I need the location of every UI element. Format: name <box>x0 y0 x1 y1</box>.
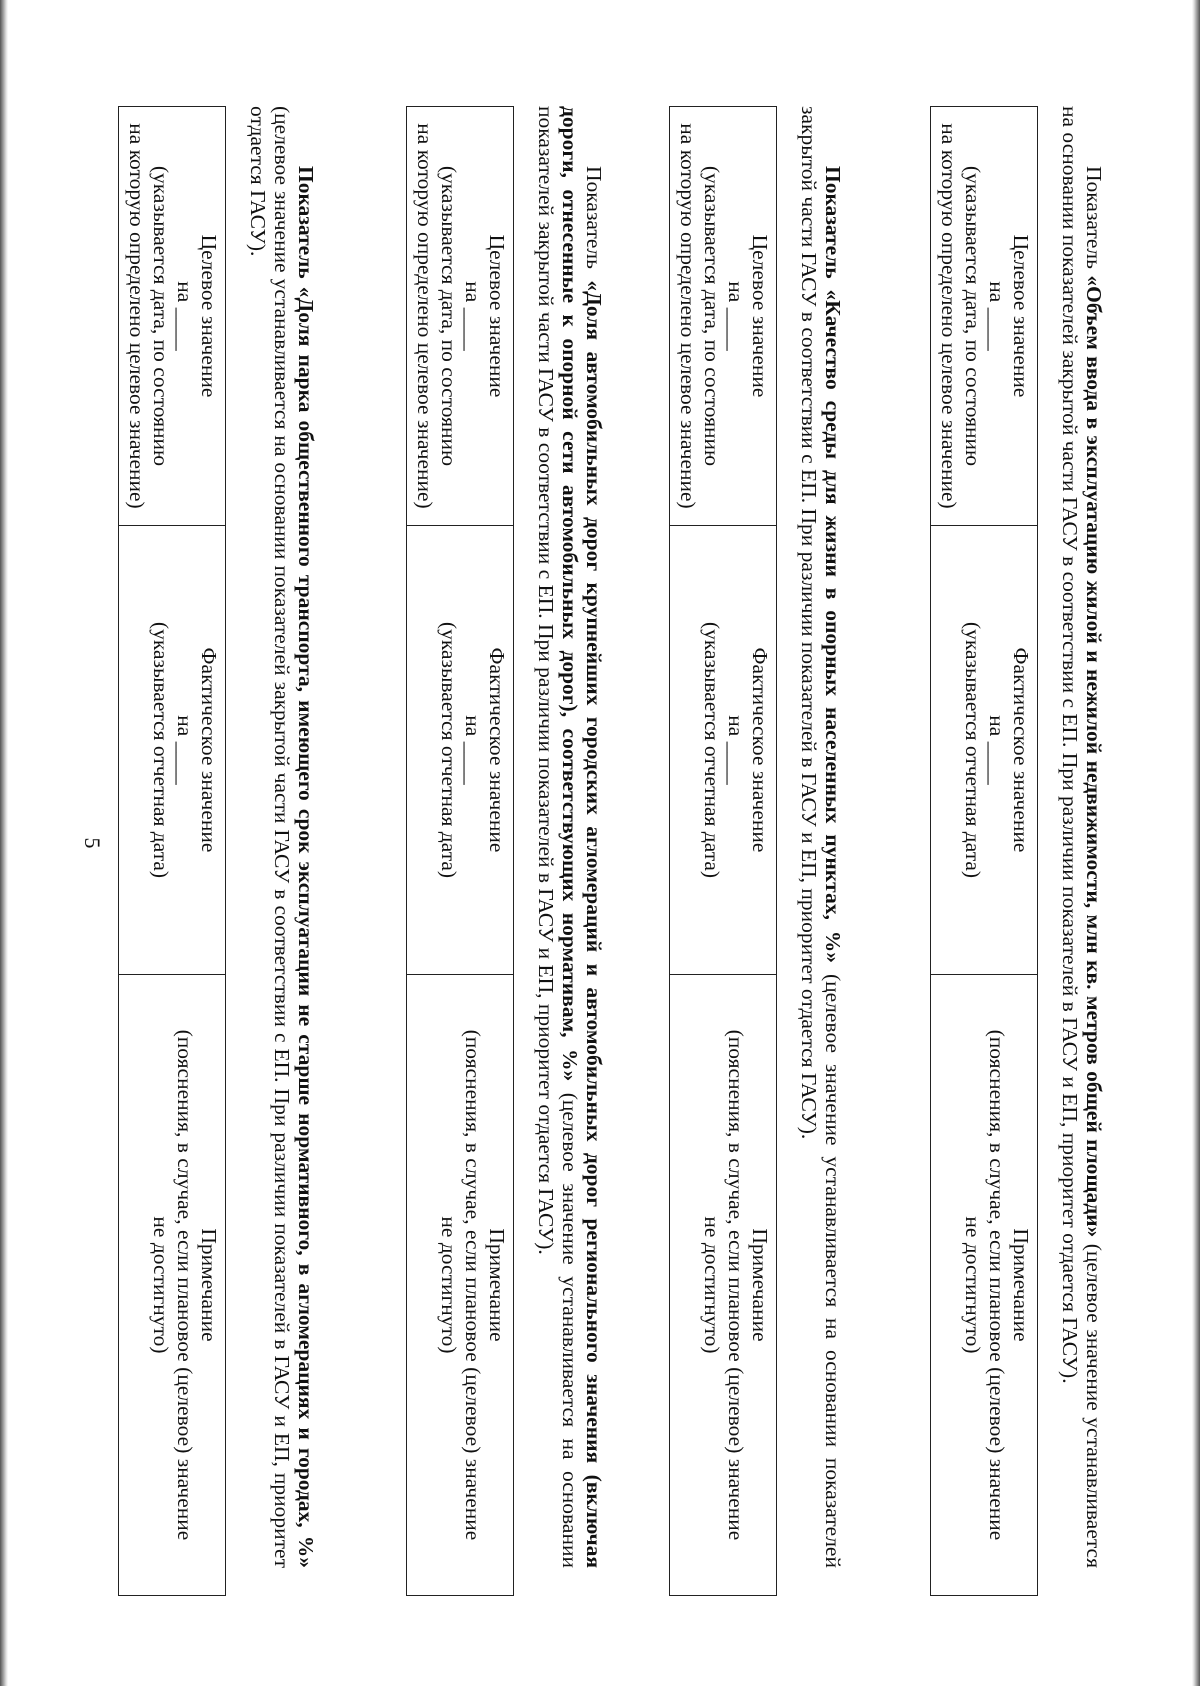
actual-value-date-blank: на ____ <box>985 715 1009 785</box>
actual-value-label: Фактическое значение <box>197 647 221 853</box>
target-value-cell <box>931 107 1038 526</box>
target-value-hint-cont: на которую определено целевое значение) <box>413 123 437 509</box>
note-hint-cont: не достигнуто) <box>149 1216 173 1354</box>
indicator-paragraph <box>246 106 318 1568</box>
target-value-hint-cont: на которую определено целевое значение) <box>676 123 700 509</box>
indicator-description: (целевое значение устанавливается на основании показателей закрытой части ГАСУ в соответствии с ЕП. При различии показателей в ГАСУ и ЕП, приоритет отдается ГАСУ). <box>534 106 582 1568</box>
indicator-title: «Объем ввода в эксплуатацию жилой и нежилой недвижимости, млн кв. метров общей площади» <box>1082 275 1106 1238</box>
actual-value-hint: (указывается отчетная дата) <box>149 621 173 879</box>
target-value-hint-cont: на которую определено целевое значение) <box>125 123 149 509</box>
target-value-hint: (указывается дата, по состоянию <box>149 165 173 467</box>
indicator-lead: Показатель <box>582 166 606 281</box>
note-hint: (пояснения, в случае, если плановое (целевое) значение <box>461 1029 485 1541</box>
target-value-cell <box>407 107 514 526</box>
target-value-cell <box>119 107 226 526</box>
page-number: 5 <box>80 837 105 849</box>
indicator-section-4 <box>118 106 318 1568</box>
note-label: Примечание <box>485 1228 509 1342</box>
note-hint: (пояснения, в случае, если плановое (целевое) значение <box>985 1029 1009 1541</box>
indicator-paragraph <box>797 106 845 1568</box>
actual-value-cell <box>119 526 226 975</box>
target-value-label: Целевое значение <box>197 234 221 398</box>
indicator-table <box>669 106 777 1596</box>
indicator-title: Показатель «Качество среды для жизни в опорных населенных пунктах, %» <box>821 166 845 964</box>
actual-value-hint: (указывается отчетная дата) <box>961 621 985 879</box>
note-cell <box>119 975 226 1596</box>
note-label: Примечание <box>197 1228 221 1342</box>
target-value-hint: (указывается дата, по состоянию <box>961 165 985 467</box>
target-value-label: Целевое значение <box>1009 234 1033 398</box>
note-hint-cont: не достигнуто) <box>700 1216 724 1354</box>
actual-value-cell <box>670 526 777 975</box>
note-cell <box>670 975 777 1596</box>
indicator-table <box>406 106 514 1596</box>
note-label: Примечание <box>1009 1228 1033 1342</box>
note-hint-cont: не достигнуто) <box>437 1216 461 1354</box>
indicator-section-3 <box>406 106 606 1568</box>
indicator-title: «Доля автомобильных дорог крупнейших городских агломераций и автомобильных дорог регионального значения (включая дороги, отнесенные к опорной сети автомобильных дорог), соответствующих нормативам, %» <box>558 106 606 1568</box>
target-value-date-blank: на ____ <box>461 281 485 351</box>
actual-value-date-blank: на ____ <box>461 715 485 785</box>
actual-value-cell <box>931 526 1038 975</box>
note-cell <box>407 975 514 1596</box>
indicator-paragraph <box>534 106 606 1568</box>
indicator-table <box>930 106 1038 1596</box>
indicator-section-2 <box>669 106 845 1568</box>
actual-value-hint: (указывается отчетная дата) <box>437 621 461 879</box>
target-value-hint: (указывается дата, по состоянию <box>700 165 724 467</box>
actual-value-date-blank: на ____ <box>724 715 748 785</box>
indicator-lead: Показатель <box>1082 166 1106 276</box>
actual-value-label: Фактическое значение <box>485 647 509 853</box>
target-value-date-blank: на ____ <box>985 281 1009 351</box>
target-value-cell <box>670 107 777 526</box>
indicator-section-1 <box>930 106 1106 1568</box>
note-hint-cont: не достигнуто) <box>961 1216 985 1354</box>
target-value-hint: (указывается дата, по состоянию <box>437 165 461 467</box>
target-value-hint-cont: на которую определено целевое значение) <box>937 123 961 509</box>
note-hint: (пояснения, в случае, если плановое (целевое) значение <box>724 1029 748 1541</box>
indicator-description: (целевое значение устанавливается на основании показателей закрытой части ГАСУ в соответствии с ЕП. При различии показателей в ГАСУ и ЕП, приоритет отдается ГАСУ). <box>797 106 845 1568</box>
note-label: Примечание <box>748 1228 772 1342</box>
note-hint: (пояснения, в случае, если плановое (целевое) значение <box>173 1029 197 1541</box>
indicator-table <box>118 106 226 1596</box>
actual-value-hint: (указывается отчетная дата) <box>700 621 724 879</box>
actual-value-label: Фактическое значение <box>1009 647 1033 853</box>
note-cell <box>931 975 1038 1596</box>
actual-value-label: Фактическое значение <box>748 647 772 853</box>
actual-value-cell <box>407 526 514 975</box>
target-value-label: Целевое значение <box>748 234 772 398</box>
target-value-date-blank: на ____ <box>724 281 748 351</box>
target-value-label: Целевое значение <box>485 234 509 398</box>
indicator-description: (целевое значение устанавливается на основании показателей закрытой части ГАСУ в соответствии с ЕП. При различии показателей в ГАСУ и ЕП, приоритет отдается ГАСУ). <box>1058 106 1106 1568</box>
actual-value-date-blank: на ____ <box>173 715 197 785</box>
target-value-date-blank: на ____ <box>173 281 197 351</box>
indicator-title: Показатель «Доля парка общественного транспорта, имеющего срок эксплуатации не старше нормативного, в агломерациях и городах, %» <box>294 166 318 1568</box>
indicator-paragraph <box>1058 106 1106 1568</box>
indicator-description: (целевое значение устанавливается на основании показателей закрытой части ГАСУ в соответствии с ЕП. При различии показателей в ГАСУ и ЕП, приоритет отдается ГАСУ). <box>246 106 294 1568</box>
